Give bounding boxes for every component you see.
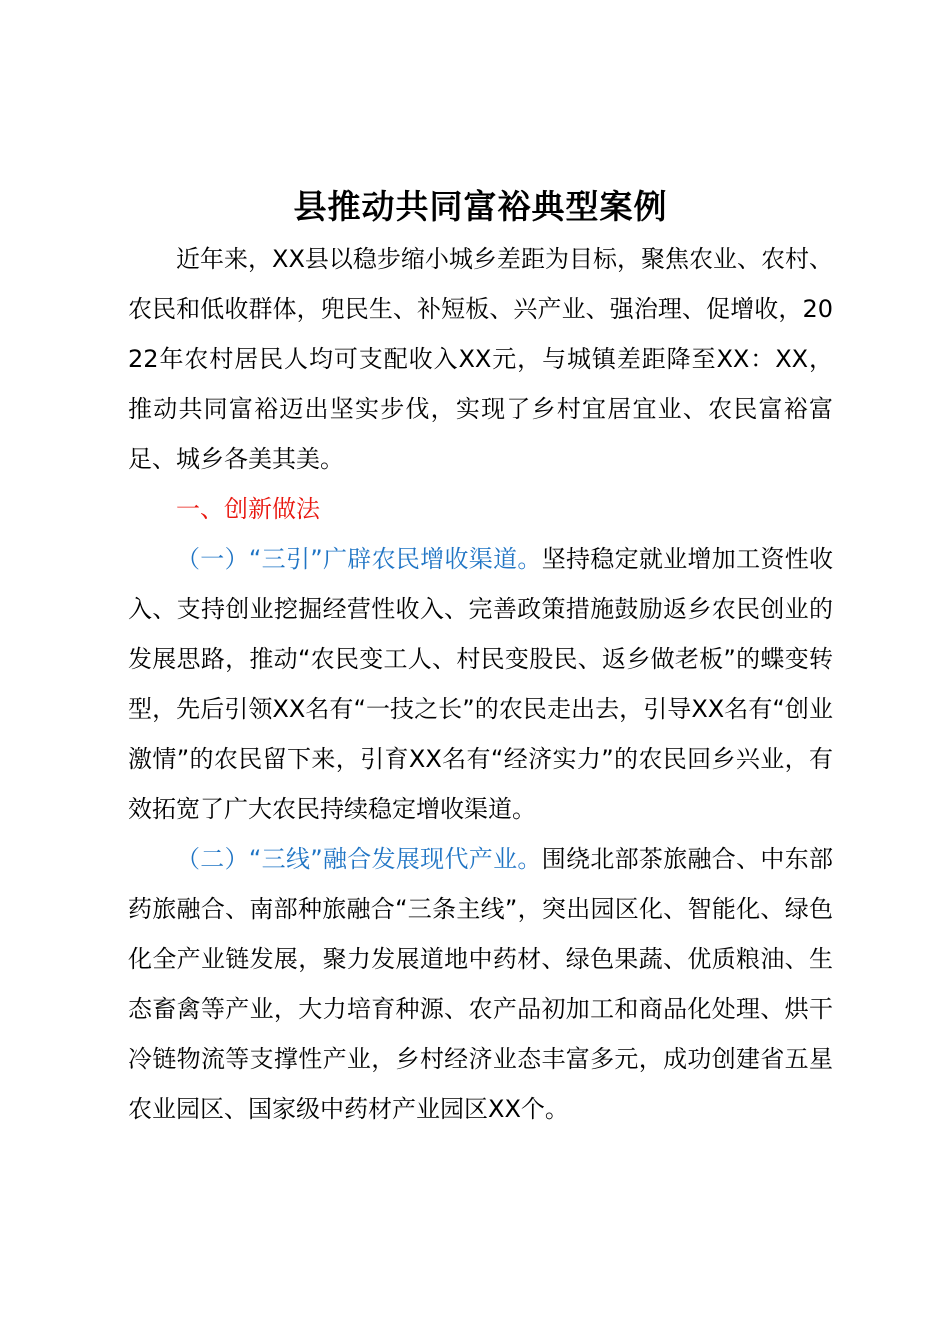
item-1-heading: （一）“三引”广辟农民增收渠道。 <box>176 545 542 573</box>
item-2-heading: （二）“三线”融合发展现代产业。 <box>176 845 542 873</box>
item-1-body: 坚持稳定就业增加工资性收入、支持创业挖掘经营性收入、完善政策措施鼓励返乡农民创业的发展思路，推动“农民变工人、村民变股民、返乡做老板”的蝶变转型，先后引领XX名有“一技之长”的农民走出去，引导XX名有“创业激情”的农民留下来，引育XX名有“经济实力”的农民回乡兴业，有效拓宽了广大农民持续稳定增收渠道。 <box>128 545 833 823</box>
document-page <box>128 180 833 1134</box>
item-2-paragraph <box>128 834 833 1134</box>
document-title: 县推动共同富裕典型案例 <box>293 187 668 226</box>
item-2-body: 围绕北部茶旅融合、中东部药旅融合、南部种旅融合“三条主线”，突出园区化、智能化、绿色化全产业链发展，聚力发展道地中药材、绿色果蔬、优质粮油、生态畜禽等产业，大力培育种源、农产品初加工和商品化处理、烘干冷链物流等支撑性产业，乡村经济业态丰富多元，成功创建省五星农业园区、国家级中药材产业园区XX个。 <box>128 845 833 1123</box>
section-heading-innovation: 一、创新做法 <box>176 495 320 523</box>
intro-paragraph: 近年来，XX县以稳步缩小城乡差距为目标，聚焦农业、农村、农民和低收群体，兜民生、补短板、兴产业、强治理、促增收，2022年农村居民人均可支配收入XX元，与城镇差距降至XX：XX，推动共同富裕迈出坚实步伐，实现了乡村宜居宜业、农民富裕富足、城乡各美其美。 <box>128 245 833 473</box>
item-1-paragraph <box>128 534 833 834</box>
